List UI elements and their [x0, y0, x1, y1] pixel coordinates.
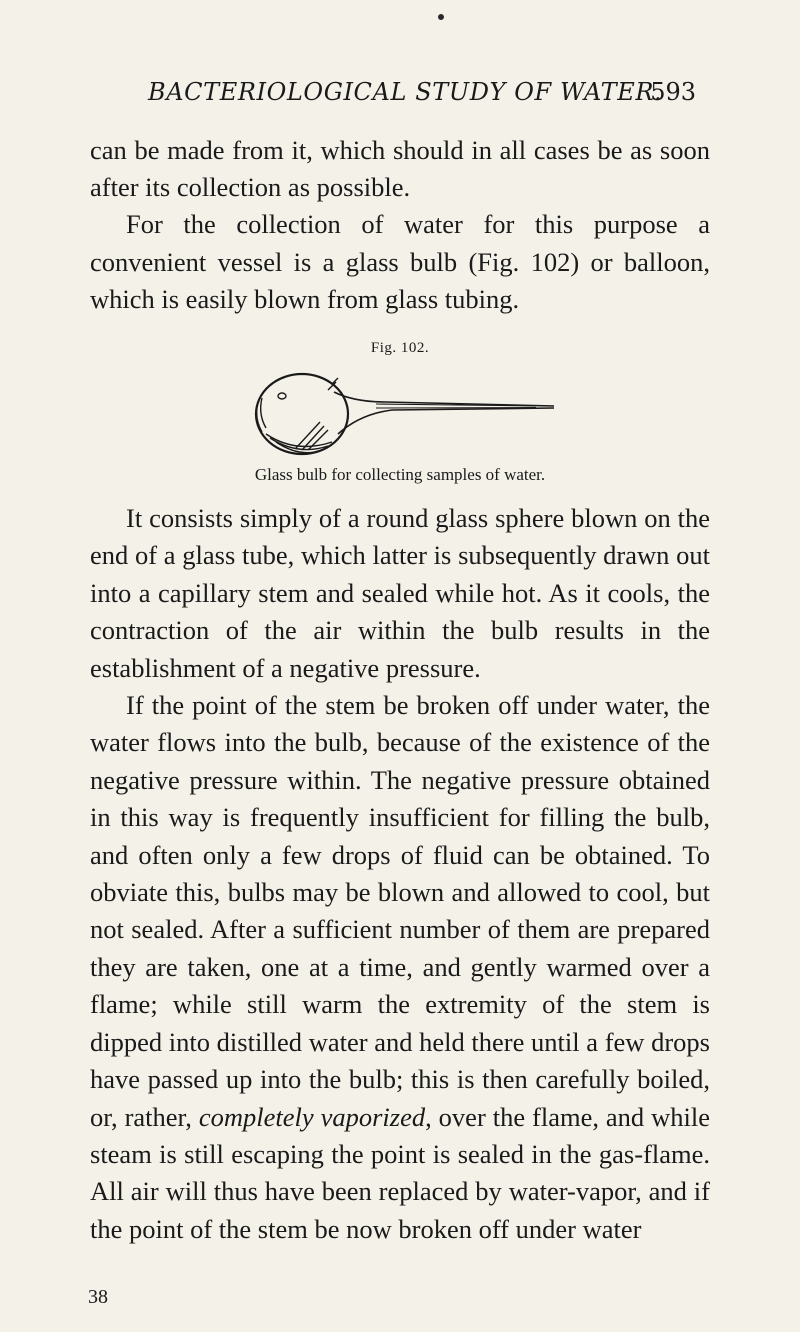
- figure-label: Fig. 102.: [370, 340, 430, 356]
- signature-mark: 38: [88, 1286, 108, 1308]
- paragraph-text: , over the flame, and while steam is still escaping the point is sealed in the gas-flame. All air will thus have been replaced by water-vapor, and if the point of the stem be now broken off under water: [90, 1101, 710, 1244]
- page-header: [148, 78, 696, 112]
- emphasis-text: completely vaporized: [198, 1101, 426, 1132]
- paragraph: [90, 687, 710, 1248]
- figure-caption: Glass bulb for collecting samples of water.: [254, 465, 546, 484]
- page-number: 593: [650, 78, 696, 106]
- glass-bulb-illustration: [236, 362, 556, 460]
- paragraph-text: If the point of the stem be broken off under water, the water flows into the bulb, because of the existence of the negative pressure within. The negative pressure obtained in this way is frequently insufficient for filling the bulb, and often only a few drops of fluid can be obtained. To obviate this, bulbs may be blown and allowed to cool, but not sealed. After a sufficient number of them are prepared they are taken, one at a time, and gently warmed over a flame; while still warm the extremity of the stem is dipped into distilled water and held there until a few drops have passed up into the bulb; this is then carefully boiled, or, rather,: [90, 690, 710, 1132]
- body-text-bottom: [90, 500, 710, 1248]
- ink-dot: [438, 14, 444, 20]
- running-title: BACTERIOLOGICAL STUDY OF WATER.: [148, 78, 663, 106]
- body-text-top: [90, 132, 710, 318]
- paragraph: can be made from it, which should in all cases be as soon after its collection as possible.: [90, 135, 710, 203]
- paragraph: For the collection of water for this purpose a convenient vessel is a glass bulb (Fig. 102) or balloon, which is easily blown from glass tubing.: [90, 209, 710, 314]
- paragraph: It consists simply of a round glass sphere blown on the end of a glass tube, which latter is subsequently drawn out into a capillary stem and sealed while hot. As it cools, the contraction of the air within the bulb results in the establishment of a negative pressure.: [90, 503, 710, 683]
